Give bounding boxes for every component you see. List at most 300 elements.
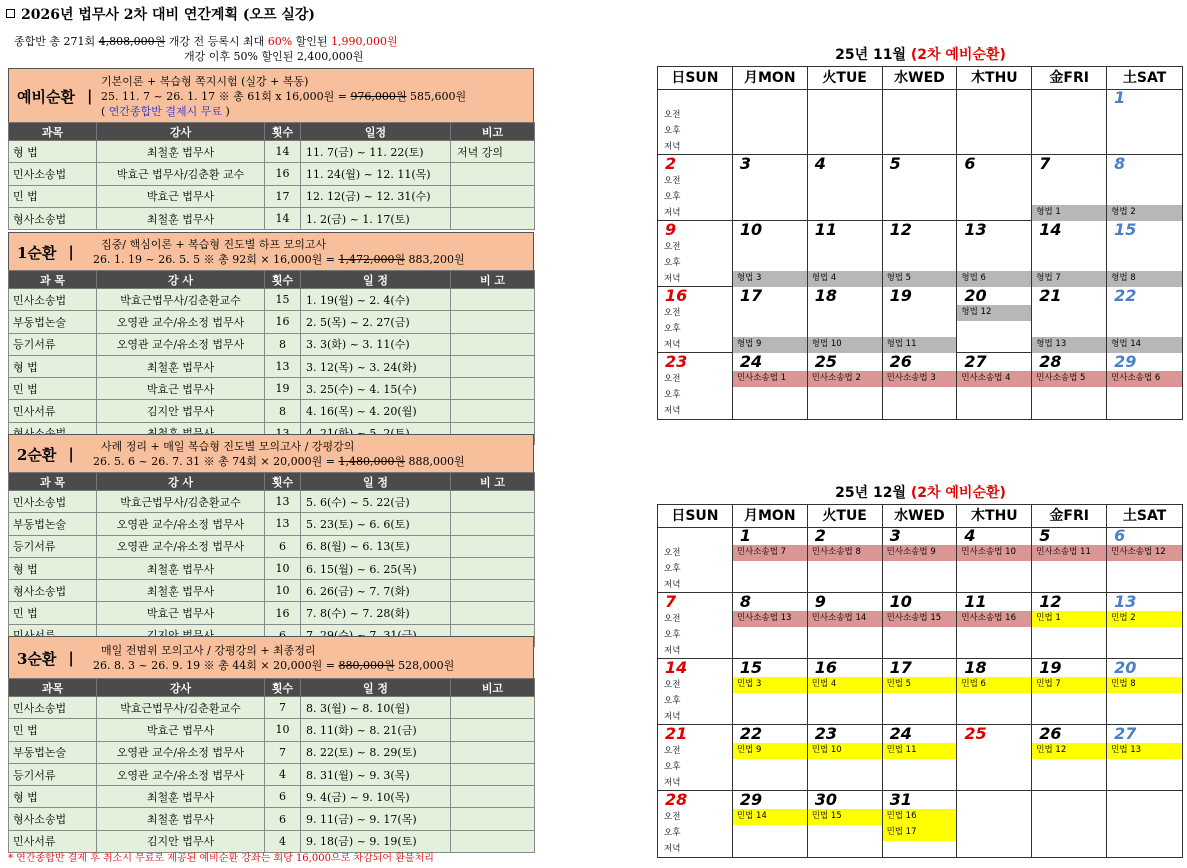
cell-count: 16 [265,602,301,624]
cell-schedule: 1. 19(월) ~ 2. 4(수) [301,289,451,311]
empty-slot [1107,627,1182,643]
day-slots [1032,611,1106,659]
calendar-day [733,725,808,790]
cell-subject: 형사소송법 [9,207,97,229]
day-slots [1032,545,1106,593]
lecture-slot: 형법 7 [1032,271,1106,287]
lecture-slot: 형법 1 [1032,205,1106,221]
time-slot-labels [664,371,680,419]
phase-name-text: 2순환 [17,445,57,464]
time-slot-labels [664,173,680,221]
table-row [9,163,535,185]
empty-slot [733,627,807,643]
calendar-empty-day [1032,89,1107,154]
empty-slot [1107,107,1182,123]
empty-slot [883,255,957,271]
day-number: 3 [739,154,751,173]
time-slot-label: 저녁 [664,778,681,788]
empty-slot [808,239,882,255]
phase-period: 26. 5. 6 ~ 26. 7. 31 ※ 총 74회 × 20,000원 = [93,455,339,468]
time-slot-labels [664,809,680,857]
table-header-row [9,123,535,141]
time-slot-labels [664,545,680,593]
cell-note [451,763,535,785]
day-number: 7 [1039,154,1051,173]
time-slot-labels [664,107,680,155]
empty-slot [808,693,882,709]
calendar-week [658,791,1182,857]
calendar-day [733,353,808,419]
lecture-slot: 형법 3 [733,271,807,287]
day-number: 26 [889,352,912,371]
cell-subject: 민 법 [9,719,97,741]
summary-original-price: 4,808,000원 [98,35,166,48]
phase-name [17,637,74,679]
empty-slot [808,759,882,775]
cell-schedule: 7. 8(수) ~ 7. 28(화) [301,602,451,624]
day-number: 2 [814,526,826,545]
price-summary [14,34,398,64]
empty-slot [1107,387,1182,403]
day-number: 21 [1039,286,1062,305]
col-note: 비고 [451,679,535,697]
empty-slot [883,239,957,255]
empty-slot [1107,123,1182,139]
time-slot-label: 오전 [664,242,681,252]
empty-slot [1032,189,1106,205]
calendar-day [1032,353,1107,419]
day-slots [733,545,807,593]
cell-schedule: 11. 7(금) ~ 11. 22(토) [301,141,451,163]
calendar-day [1032,221,1107,286]
day-slots [1107,107,1182,155]
day-number: 22 [739,724,763,743]
cell-schedule: 9. 11(금) ~ 9. 17(목) [301,808,451,830]
day-slots [733,173,807,221]
cell-note [451,333,535,355]
day-number: 5 [889,154,901,173]
day-number: 2 [665,154,677,173]
lecture-slot: 민법 9 [733,743,807,759]
empty-slot [808,255,882,271]
table-row [9,786,535,808]
empty-slot [957,337,1031,353]
day-slots [808,743,882,791]
time-slot-label: 오후 [664,258,681,268]
cell-count: 19 [265,378,301,400]
empty-slot [957,173,1031,189]
calendar-day [658,659,733,724]
empty-slot [808,403,882,419]
page-title [6,4,315,24]
empty-slot [733,403,807,419]
day-slots [883,173,957,221]
weekday-header [658,505,1182,527]
day-slots [883,239,957,287]
cell-lecturer: 박효근 법무사 [97,378,265,400]
day-number: 15 [739,658,763,677]
calendar-day [1032,725,1107,790]
day-slots [883,677,957,725]
calendar-day [658,221,733,286]
lecture-slot: 민법 1 [1032,611,1106,627]
lecture-slot: 형법 10 [808,337,882,353]
day-slots [733,305,807,353]
calendar-day [808,593,883,658]
day-number: 24 [739,352,763,371]
price-summary-line-2: 개강 이후 50% 할인된 2,400,000원 [184,50,364,63]
cell-note [451,207,535,229]
calendar-day [1107,353,1182,419]
cell-schedule: 9. 18(금) ~ 9. 19(토) [301,830,451,852]
calendar-day [957,527,1032,592]
empty-slot [1107,709,1182,725]
empty-slot [733,321,807,337]
table-row [9,602,535,624]
day-number: 30 [814,790,837,809]
day-slots [808,371,882,419]
phase-price: 528,000원 [394,659,455,672]
lecture-slot: 민법 6 [957,677,1031,693]
cell-lecturer: 최철훈 법무사 [97,207,265,229]
time-slot-label: 저녁 [664,580,681,590]
day-number: 4 [964,526,976,545]
empty-slot [733,255,807,271]
phase-original-price: 976,000원 [350,90,407,103]
empty-slot [1032,305,1106,321]
phase-note-text: ( [101,105,109,118]
day-slots [1032,305,1106,353]
phase-table [8,678,535,853]
time-slot-label: 오전 [664,374,681,384]
empty-slot [1032,759,1106,775]
day-number: 1 [1114,88,1126,107]
cell-subject: 등기서류 [9,333,97,355]
phase-price: 585,600원 [406,90,467,103]
weekday-label: 日SUN [658,505,733,528]
empty-slot [957,205,1031,221]
empty-slot [808,321,882,337]
day-slots [957,305,1031,353]
col-schedule: 일 정 [301,473,451,491]
empty-slot [1032,321,1106,337]
calendar-day [1032,593,1107,658]
lecture-slot: 형법 2 [1107,205,1182,221]
empty-slot [1032,403,1106,419]
day-slots [883,611,957,659]
calendar-day [1032,155,1107,220]
phase-description [101,74,466,119]
summary-discount-rate: 60% [267,35,293,48]
day-number: 18 [814,286,837,305]
empty-slot [808,561,882,577]
phase-desc-line [101,104,466,119]
lecture-slot: 민법 14 [733,809,807,825]
day-number: 28 [1039,352,1062,371]
cell-subject: 민 법 [9,602,97,624]
summary-discount-price: 1,990,000원 [331,35,398,48]
phase-name-text: 3순환 [17,649,57,668]
empty-slot [883,387,957,403]
calendar-day [1107,659,1182,724]
lecture-slot: 민사소송법 12 [1107,545,1182,561]
calendar-day [733,221,808,286]
cell-schedule: 6. 26(금) ~ 7. 7(화) [301,580,451,602]
cell-count: 14 [265,207,301,229]
day-slots [1107,239,1182,287]
table-row [9,763,535,785]
phase-description [93,643,455,673]
day-number: 29 [739,790,763,809]
day-number: 19 [1039,658,1062,677]
day-slots [733,743,807,791]
lecture-slot: 민법 2 [1107,611,1182,627]
lecture-slot: 민법 4 [808,677,882,693]
calendar-day [733,791,808,857]
cell-note [451,786,535,808]
time-slot-label: 오후 [664,762,681,772]
cell-lecturer: 최철훈 법무사 [97,557,265,579]
day-number: 12 [889,220,912,239]
phase-note-text: ) [222,105,230,118]
empty-slot [957,577,1031,593]
col-note: 비 고 [451,271,535,289]
cell-count: 15 [265,289,301,311]
lecture-slot: 민사소송법 3 [883,371,957,387]
col-lecturer: 강 사 [97,271,265,289]
lecture-slot: 민사소송법 7 [733,545,807,561]
phase-desc-line: 매일 전범위 모의고사 / 강평강의 + 최종정리 [101,644,316,657]
empty-slot [957,775,1031,791]
day-slots [1107,371,1182,419]
day-number: 17 [889,658,912,677]
day-slots [808,611,882,659]
table-row [9,289,535,311]
table-row [9,333,535,355]
time-slot-label: 오후 [664,630,681,640]
empty-slot [1032,561,1106,577]
empty-slot [1107,189,1182,205]
cell-count: 16 [265,311,301,333]
empty-slot [1032,643,1106,659]
day-number: 18 [964,658,987,677]
calendar-day [808,725,883,790]
calendar-day [883,353,958,419]
cell-subject: 민사소송법 [9,289,97,311]
cell-lecturer: 박효근법무사/김춘환교수 [97,289,265,311]
day-number: 11 [814,220,837,239]
phase-name-text: 1순환 [17,243,57,262]
empty-slot [808,577,882,593]
empty-slot [957,387,1031,403]
time-slot-label: 오후 [664,696,681,706]
day-slots [957,545,1031,593]
cell-count: 4 [265,830,301,852]
lecture-slot: 민사소송법 4 [957,371,1031,387]
empty-slot [808,205,882,221]
day-number: 15 [1114,220,1137,239]
day-number: 9 [814,592,826,611]
day-number: 6 [964,154,976,173]
col-count: 횟수 [265,473,301,491]
cell-subject: 부동법논술 [9,311,97,333]
weekday-label: 火TUE [808,505,883,528]
empty-slot [957,321,1031,337]
empty-slot [957,743,1031,759]
day-number: 20 [964,286,987,305]
time-slot-label: 오전 [664,548,681,558]
phase-period: 25. 11. 7 ~ 26. 1. 17 ※ 총 61회 x 16,000원 = [101,90,351,103]
cell-count: 6 [265,535,301,557]
time-slot-labels [664,239,680,287]
day-number: 8 [739,592,751,611]
empty-slot [808,709,882,725]
day-slots [808,239,882,287]
calendar-title-text: 25년 12월 [835,485,911,501]
weekday-label: 火TUE [808,67,883,90]
cell-note [451,355,535,377]
table-row [9,355,535,377]
table-row [9,580,535,602]
table-row [9,141,535,163]
lecture-slot: 민법 15 [808,809,882,825]
cell-note [451,513,535,535]
day-slots [883,371,957,419]
day-slots [1107,743,1182,791]
calendar-day [808,791,883,857]
cell-schedule: 2. 5(목) ~ 2. 27(금) [301,311,451,333]
empty-slot [1032,173,1106,189]
col-subject: 과 목 [9,473,97,491]
lecture-slot: 형법 6 [957,271,1031,287]
calendar-week [658,725,1182,791]
lecture-slot: 민법 11 [883,743,957,759]
cell-note [451,378,535,400]
empty-slot [808,825,882,841]
col-lecturer: 강사 [97,123,265,141]
day-slots [1107,611,1182,659]
lecture-slot: 민법 7 [1032,677,1106,693]
empty-slot [1107,139,1182,155]
time-slot-label: 저녁 [664,274,681,284]
calendar-day [733,659,808,724]
time-slot-label: 오전 [664,812,681,822]
empty-slot [883,173,957,189]
table-row [9,491,535,513]
day-number: 12 [1039,592,1062,611]
cell-count: 13 [265,491,301,513]
calendar-day [658,353,733,419]
col-count: 횟수 [265,679,301,697]
calendar-week [658,593,1182,659]
empty-slot [1032,627,1106,643]
cell-count: 8 [265,333,301,355]
phase-header [8,232,534,270]
day-slots [883,743,957,791]
cell-lecturer: 오영관 교수/유소정 법무사 [97,513,265,535]
calendar-day [883,155,958,220]
cell-count: 13 [265,355,301,377]
day-slots [1032,743,1106,791]
day-slots [1107,677,1182,725]
lecture-slot: 형법 13 [1032,337,1106,353]
empty-slot [733,189,807,205]
time-slot-label: 오후 [664,828,681,838]
empty-slot [1107,239,1182,255]
phase-divider: | [68,649,74,667]
day-number: 19 [889,286,912,305]
phase-section-3 [8,636,534,853]
cell-schedule: 9. 4(금) ~ 9. 10(목) [301,786,451,808]
cell-schedule: 8. 11(화) ~ 8. 21(금) [301,719,451,741]
lecture-slot: 형법 9 [733,337,807,353]
lecture-slot: 민법 17 [883,825,957,841]
day-number: 27 [1114,724,1137,743]
calendar-title-text: 25년 11월 [835,47,911,63]
calendar-day [957,725,1032,790]
day-number: 31 [889,790,912,809]
weekday-header [658,67,1182,89]
summary-text: 할인된 [292,35,332,48]
calendar-day [883,659,958,724]
cell-note [451,808,535,830]
phase-desc-line [93,454,465,469]
col-schedule: 일 정 [301,271,451,289]
phase-original-price: 880,000원 [338,659,395,672]
phase-original-price: 1,480,000원 [338,455,406,468]
day-number: 20 [1114,658,1137,677]
cell-lecturer: 박효근법무사/김춘환교수 [97,697,265,719]
calendar-week [658,287,1182,353]
time-slot-label: 저녁 [664,340,681,350]
cell-schedule: 8. 3(월) ~ 8. 10(월) [301,697,451,719]
day-slots [957,173,1031,221]
empty-slot [883,403,957,419]
table-row [9,557,535,579]
time-slot-label: 오전 [664,308,681,318]
empty-slot [1107,305,1182,321]
phase-table [8,270,535,445]
calendar-day [1032,659,1107,724]
cell-schedule: 8. 22(토) ~ 8. 29(토) [301,741,451,763]
cell-subject: 등기서류 [9,763,97,785]
weekday-label: 木THU [957,505,1032,528]
day-slots [808,173,882,221]
checkbox-square-icon [6,9,15,18]
cell-count: 7 [265,697,301,719]
cell-lecturer: 김지안 법무사 [97,830,265,852]
day-slots [1032,173,1106,221]
col-schedule: 일 정 [301,679,451,697]
time-slot-label: 오후 [664,192,681,202]
phase-price: 888,000원 [405,455,465,468]
calendar-day [883,725,958,790]
calendar-empty-day [658,89,733,154]
cell-lecturer: 박효근 법무사 [97,185,265,207]
table-row [9,207,535,229]
cell-schedule: 3. 12(목) ~ 3. 24(화) [301,355,451,377]
weekday-label: 金FRI [1032,67,1107,90]
phase-divider: | [86,87,93,105]
empty-slot [957,693,1031,709]
col-subject: 과목 [9,123,97,141]
time-slot-label: 저녁 [664,712,681,722]
day-number: 14 [1039,220,1062,239]
calendar-day [733,527,808,592]
table-row [9,697,535,719]
phase-period: 26. 8. 3 ~ 26. 9. 19 ※ 총 44회 × 20,000원 = [93,659,339,672]
empty-slot [1107,693,1182,709]
